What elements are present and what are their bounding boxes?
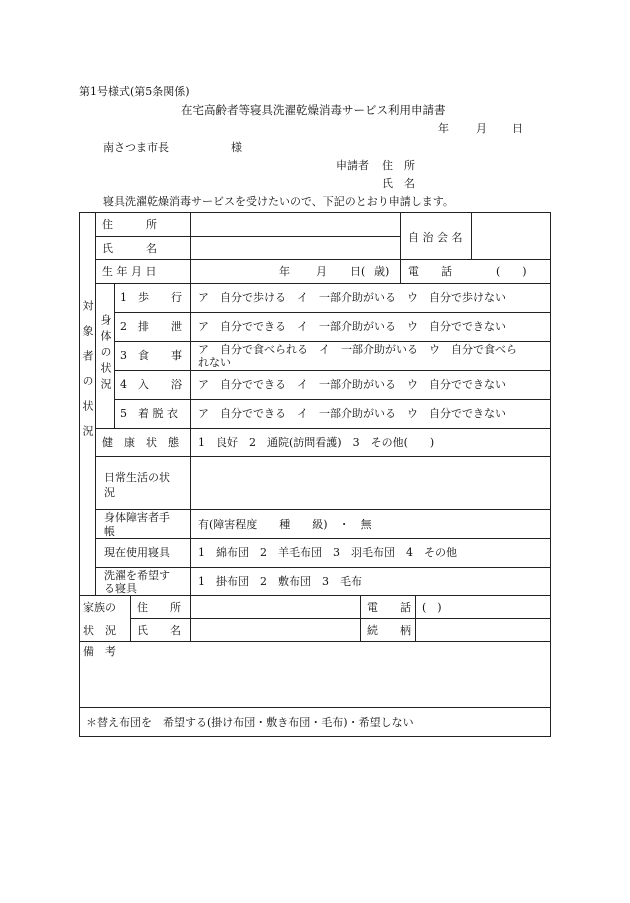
date-year-label: 年 (438, 122, 449, 135)
bedding-wash-label-1: 洗濯を希望す (104, 569, 170, 582)
dob-month: 月 (316, 265, 327, 278)
family-address-label: 住 所 (137, 601, 181, 614)
bathing-label: 4 入 浴 (120, 378, 182, 391)
phone-label: 電 話 (408, 265, 452, 278)
walking-options: ア 自分で歩ける イ 一部介助がいる ウ 自分で歩けない (198, 291, 506, 304)
honorific: 様 (231, 141, 242, 154)
physical-status-label-text: 身体の状況 (99, 314, 112, 394)
spare-futon-note: ＊替え布団を 希望する(掛け布団・敷き布団・毛布)・希望しない (86, 716, 414, 729)
family-relation-label: 続 柄 (367, 624, 411, 637)
date-month-label: 月 (476, 122, 487, 135)
dob-year: 年 (279, 265, 290, 278)
family-name-label: 氏 名 (137, 624, 181, 637)
bathing-options: ア 自分でできる イ 一部介助がいる ウ 自分でできない (198, 378, 506, 391)
eating-options-cont: れない (198, 356, 231, 369)
dob-day: 日( (350, 265, 366, 278)
excretion-label: 2 排 泄 (120, 320, 182, 333)
target-status-vertical-label (80, 300, 95, 450)
daily-life-label-1: 日常生活の状 (104, 471, 170, 484)
walking-label: 1 歩 行 (120, 291, 182, 304)
addressee: 南さつま市長 (103, 141, 169, 154)
family-label-bottom: 状 況 (83, 624, 116, 637)
dressing-options: ア 自分でできる イ 一部介助がいる ウ 自分でできない (198, 407, 506, 420)
bedding-wash-label-2: る寝具 (104, 582, 137, 595)
remarks-label: 備 考 (83, 645, 116, 658)
eating-label: 3 食 事 (120, 349, 182, 362)
disability-options: 有(障害程度 種 級) ・ 無 (198, 518, 372, 531)
bedding-in-use-options: 1 綿布団 2 羊毛布団 3 羽毛布団 4 その他 (198, 546, 457, 559)
dob-age: 歳) (374, 265, 390, 278)
excretion-options: ア 自分でできる イ 一部介助がいる ウ 自分でできない (198, 320, 506, 333)
intro-text: 寝具洗濯乾燥消毒サービスを受けたいので、下記のとおり申請します。 (103, 195, 454, 208)
eating-options: ア 自分で食べられる イ 一部介助がいる ウ 自分で食べら (198, 343, 517, 356)
family-phone-label: 電 話 (367, 601, 411, 614)
disability-label-1: 身体障害者手 (104, 511, 170, 524)
disability-label-2: 帳 (104, 525, 115, 538)
dob-label: 生 年 月 日 (102, 265, 157, 278)
health-label: 健 康 状 態 (102, 436, 179, 449)
name-label: 氏 名 (102, 242, 157, 255)
address-label: 住 所 (102, 218, 157, 231)
phone-paren: ( ) (496, 265, 527, 278)
date-day-label: 日 (512, 122, 523, 135)
daily-life-label-2: 況 (104, 486, 115, 499)
family-phone-paren: ( ) (422, 601, 442, 614)
association-label: 自 治 会 名 (408, 231, 463, 244)
applicant-label: 申請者 (336, 159, 369, 172)
applicant-address-label: 住 所 (382, 159, 415, 172)
form-number: 第1号様式(第5条関係) (79, 85, 190, 98)
applicant-name-label: 氏 名 (382, 177, 415, 190)
family-label-top: 家族の (83, 601, 116, 614)
dressing-label: 5 着 脱 衣 (120, 407, 178, 420)
physical-status-vertical-label (98, 314, 113, 394)
bedding-in-use-label: 現在使用寝具 (104, 546, 170, 559)
bedding-wash-options: 1 掛布団 2 敷布団 3 毛布 (198, 575, 362, 588)
target-status-label-text: 対象者の状況 (81, 300, 94, 450)
health-options: 1 良好 2 通院(訪問看護) 3 その他( ) (198, 436, 435, 449)
form-title: 在宅高齢者等寝具洗濯乾燥消毒サービス利用申請書 (181, 103, 446, 117)
